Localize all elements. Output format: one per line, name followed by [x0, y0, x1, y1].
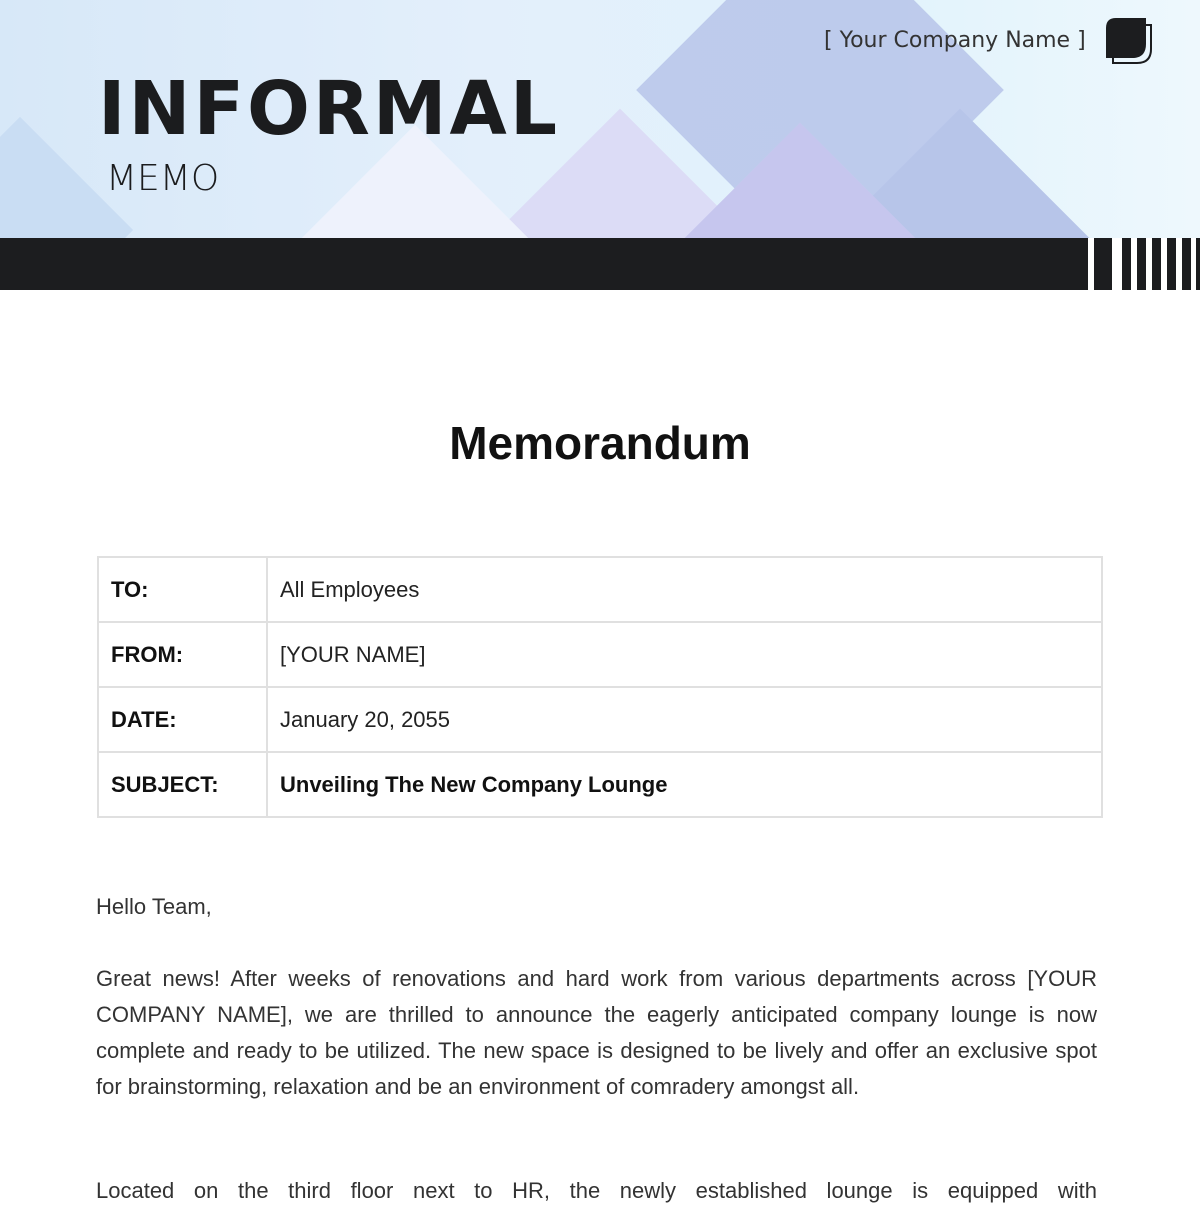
body-paragraph: Located on the third floor next to HR, the newly established lounge is equipped with	[96, 1178, 1097, 1203]
greeting: Hello Team,	[96, 894, 212, 919]
memo-fields-table	[97, 556, 1103, 818]
body-paragraph: Great news! After weeks of renovations and hard work from various departments across [YOUR COMPANY NAME], we are thrilled to announce the eagerly anticipated company lounge is now complete and ready to be utilized. The new space is designed to be lively and offer an exclusive spot for brainstorming, relaxation and be an environment of comradery amongst all.	[96, 966, 1097, 1099]
memo-title: Memorandum	[449, 417, 751, 469]
field-label: TO:	[98, 557, 267, 622]
header-subtitle: MEMO	[106, 158, 220, 199]
header-bar	[0, 238, 1088, 290]
stripe	[1196, 238, 1200, 290]
table-row	[98, 557, 1102, 622]
field-value: January 20, 2055	[267, 687, 1102, 752]
table-row	[98, 687, 1102, 752]
table-row	[98, 622, 1102, 687]
field-value: [YOUR NAME]	[267, 622, 1102, 687]
stripe	[1137, 238, 1146, 290]
company-name: [ Your Company Name ]	[824, 28, 1086, 53]
stripe	[1094, 238, 1112, 290]
stripe	[1152, 238, 1161, 290]
field-label: FROM:	[98, 622, 267, 687]
header-title: INFORMAL	[98, 66, 560, 152]
stripe	[1167, 238, 1176, 290]
table-row	[98, 752, 1102, 817]
field-label: SUBJECT:	[98, 752, 267, 817]
stripe	[1182, 238, 1191, 290]
stripe	[1122, 238, 1131, 290]
field-value: Unveiling The New Company Lounge	[267, 752, 1102, 817]
field-value: All Employees	[267, 557, 1102, 622]
field-label: DATE:	[98, 687, 267, 752]
company-logo-icon	[1104, 16, 1152, 64]
header-banner	[0, 0, 1200, 238]
